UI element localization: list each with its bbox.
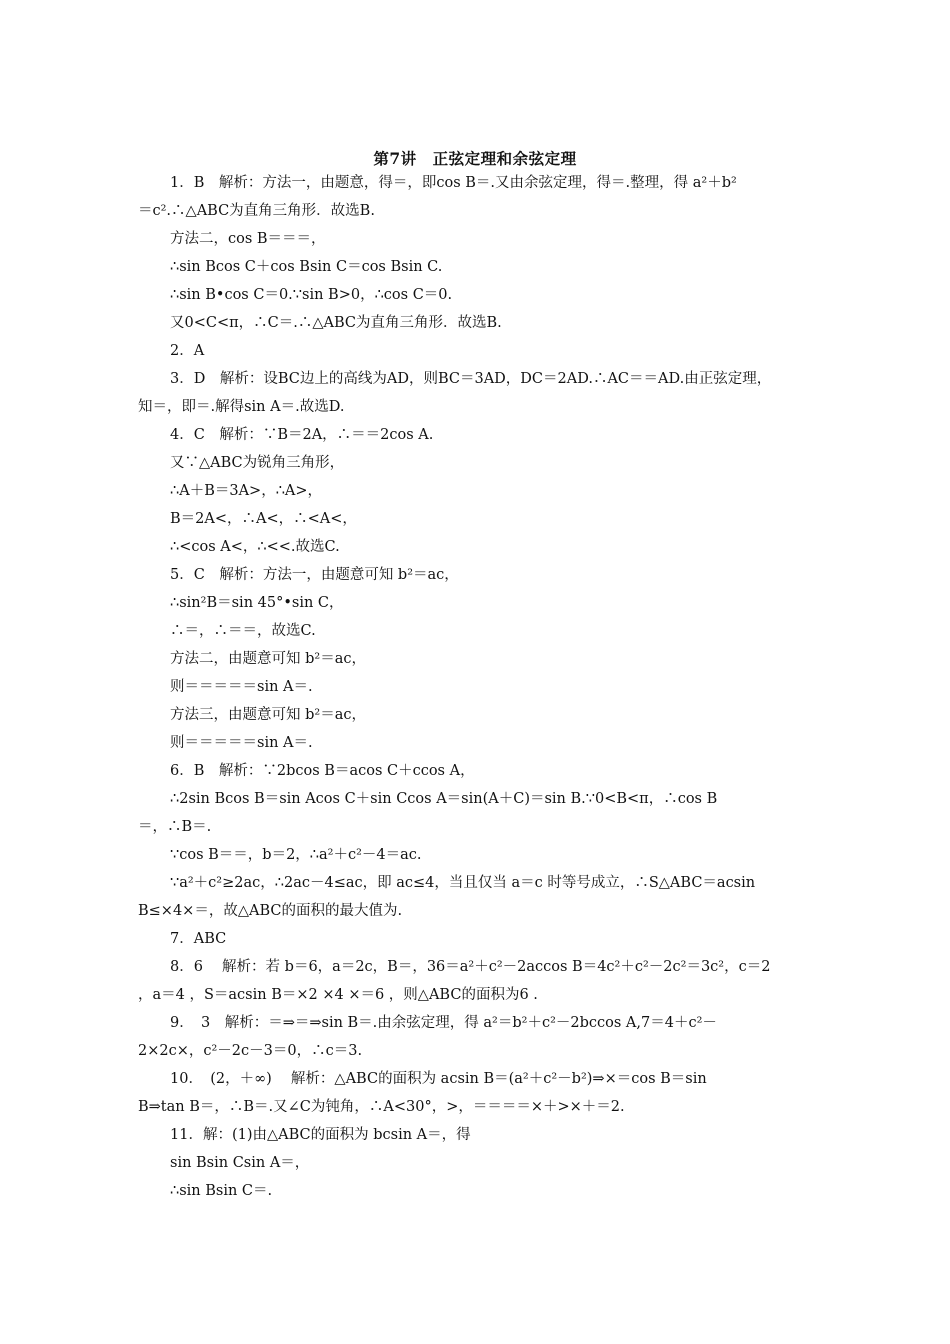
text-line: 3．D 解析：设BC边上的高线为AD，则BC＝3AD，DC＝2AD.∴AC＝＝AD.由正弦定理，: [170, 371, 772, 387]
text-line: 方法三，由题意可知 b²＝ac，: [170, 707, 366, 723]
text-line: 11．解：(1)由△ABC的面积为 bcsin A＝，得: [170, 1127, 471, 1143]
text-line: B≤×4×＝，故△ABC的面积的最大值为.: [138, 903, 403, 919]
page-title: 第7讲 正弦定理和余弦定理: [373, 149, 577, 168]
text-line: ∵a²＋c²≥2ac，∴2ac－4≤ac，即 ac≤4，当且仅当 a＝c 时等号成立，∴S△ABC＝acsin: [170, 875, 756, 891]
text-line: ∴sin Bsin C＝.: [170, 1183, 273, 1199]
text-line: B⇒tan B＝，∴B＝.又∠C为钝角，∴A<30°，>，＝＝＝＝×＋>×＋＝2.: [138, 1099, 625, 1115]
text-line: 2×2c×，c²－2c－3＝0，∴c＝3.: [138, 1043, 363, 1059]
text-line: ∴<cos A<，∴<<.故选C.: [170, 539, 340, 555]
text-line: ＝c².∴△ABC为直角三角形．故选B.: [138, 203, 375, 219]
text-line: 7．ABC: [170, 931, 227, 947]
text-line: 9． 3 解析：＝⇒＝⇒sin B＝.由余弦定理，得 a²＝b²＋c²－2bccos A,7＝4＋c²－: [170, 1015, 717, 1031]
text-line: 1．B 解析：方法一，由题意，得＝，即cos B＝.又由余弦定理，得＝.整理，得 a²＋b²: [170, 175, 737, 191]
text-line: ∴A＋B＝3A>，∴A>，: [170, 483, 323, 499]
text-line: 则＝＝＝＝＝sin A＝.: [170, 735, 313, 751]
text-line: 10． (2，＋∞) 解析：△ABC的面积为 acsin B＝(a²＋c²－b²)⇒×＝cos B＝sin: [170, 1071, 707, 1087]
text-line: sin Bsin Csin A＝，: [170, 1155, 310, 1171]
text-line: 又0<C<π，∴C＝.∴△ABC为直角三角形．故选B.: [170, 315, 502, 331]
text-line: ∴2sin Bcos B＝sin Acos C＋sin Ccos A＝sin(A＋C)＝sin B.∵0<B<π，∴cos B: [170, 791, 718, 807]
text-line: ∴sin²B＝sin 45°•sin C，: [170, 595, 344, 611]
text-line: 2．A: [170, 343, 205, 359]
text-line: 6．B 解析：∵2bcos B＝acos C＋ccos A，: [170, 763, 475, 779]
text-line: ＝，∴B＝.: [138, 819, 212, 835]
text-line: ，a＝4 ，S＝acsin B＝×2 ×4 ×＝6 ，则△ABC的面积为6 .: [138, 987, 538, 1003]
text-line: 方法二，由题意可知 b²＝ac，: [170, 651, 366, 667]
text-line: ∴sin Bcos C＋cos Bsin C＝cos Bsin C.: [170, 259, 443, 275]
text-line: 又∵△ABC为锐角三角形，: [170, 455, 345, 471]
text-line: 知＝，即＝.解得sin A＝.故选D.: [138, 399, 345, 415]
text-line: 5．C 解析：方法一，由题意可知 b²＝ac，: [170, 567, 459, 583]
text-line: 方法二，cos B＝＝＝，: [170, 231, 326, 247]
text-line: B＝2A<，∴A<，∴<A<，: [170, 511, 357, 527]
text-line: 则＝＝＝＝＝sin A＝.: [170, 679, 313, 695]
text-line: 4．C 解析：∵B＝2A，∴＝＝2cos A.: [170, 427, 434, 443]
text-line: ∴sin B•cos C＝0.∵sin B>0，∴cos C＝0.: [170, 287, 453, 303]
text-line: 8．6 解析：若 b＝6，a＝2c，B＝，36＝a²＋c²－2accos B＝4c²＋c²－2c²＝3c²，c＝2: [170, 959, 771, 975]
text-line: ∵cos B＝＝，b＝2，∴a²＋c²－4＝ac.: [170, 847, 422, 863]
text-line: ∴＝，∴＝＝，故选C.: [170, 623, 316, 639]
